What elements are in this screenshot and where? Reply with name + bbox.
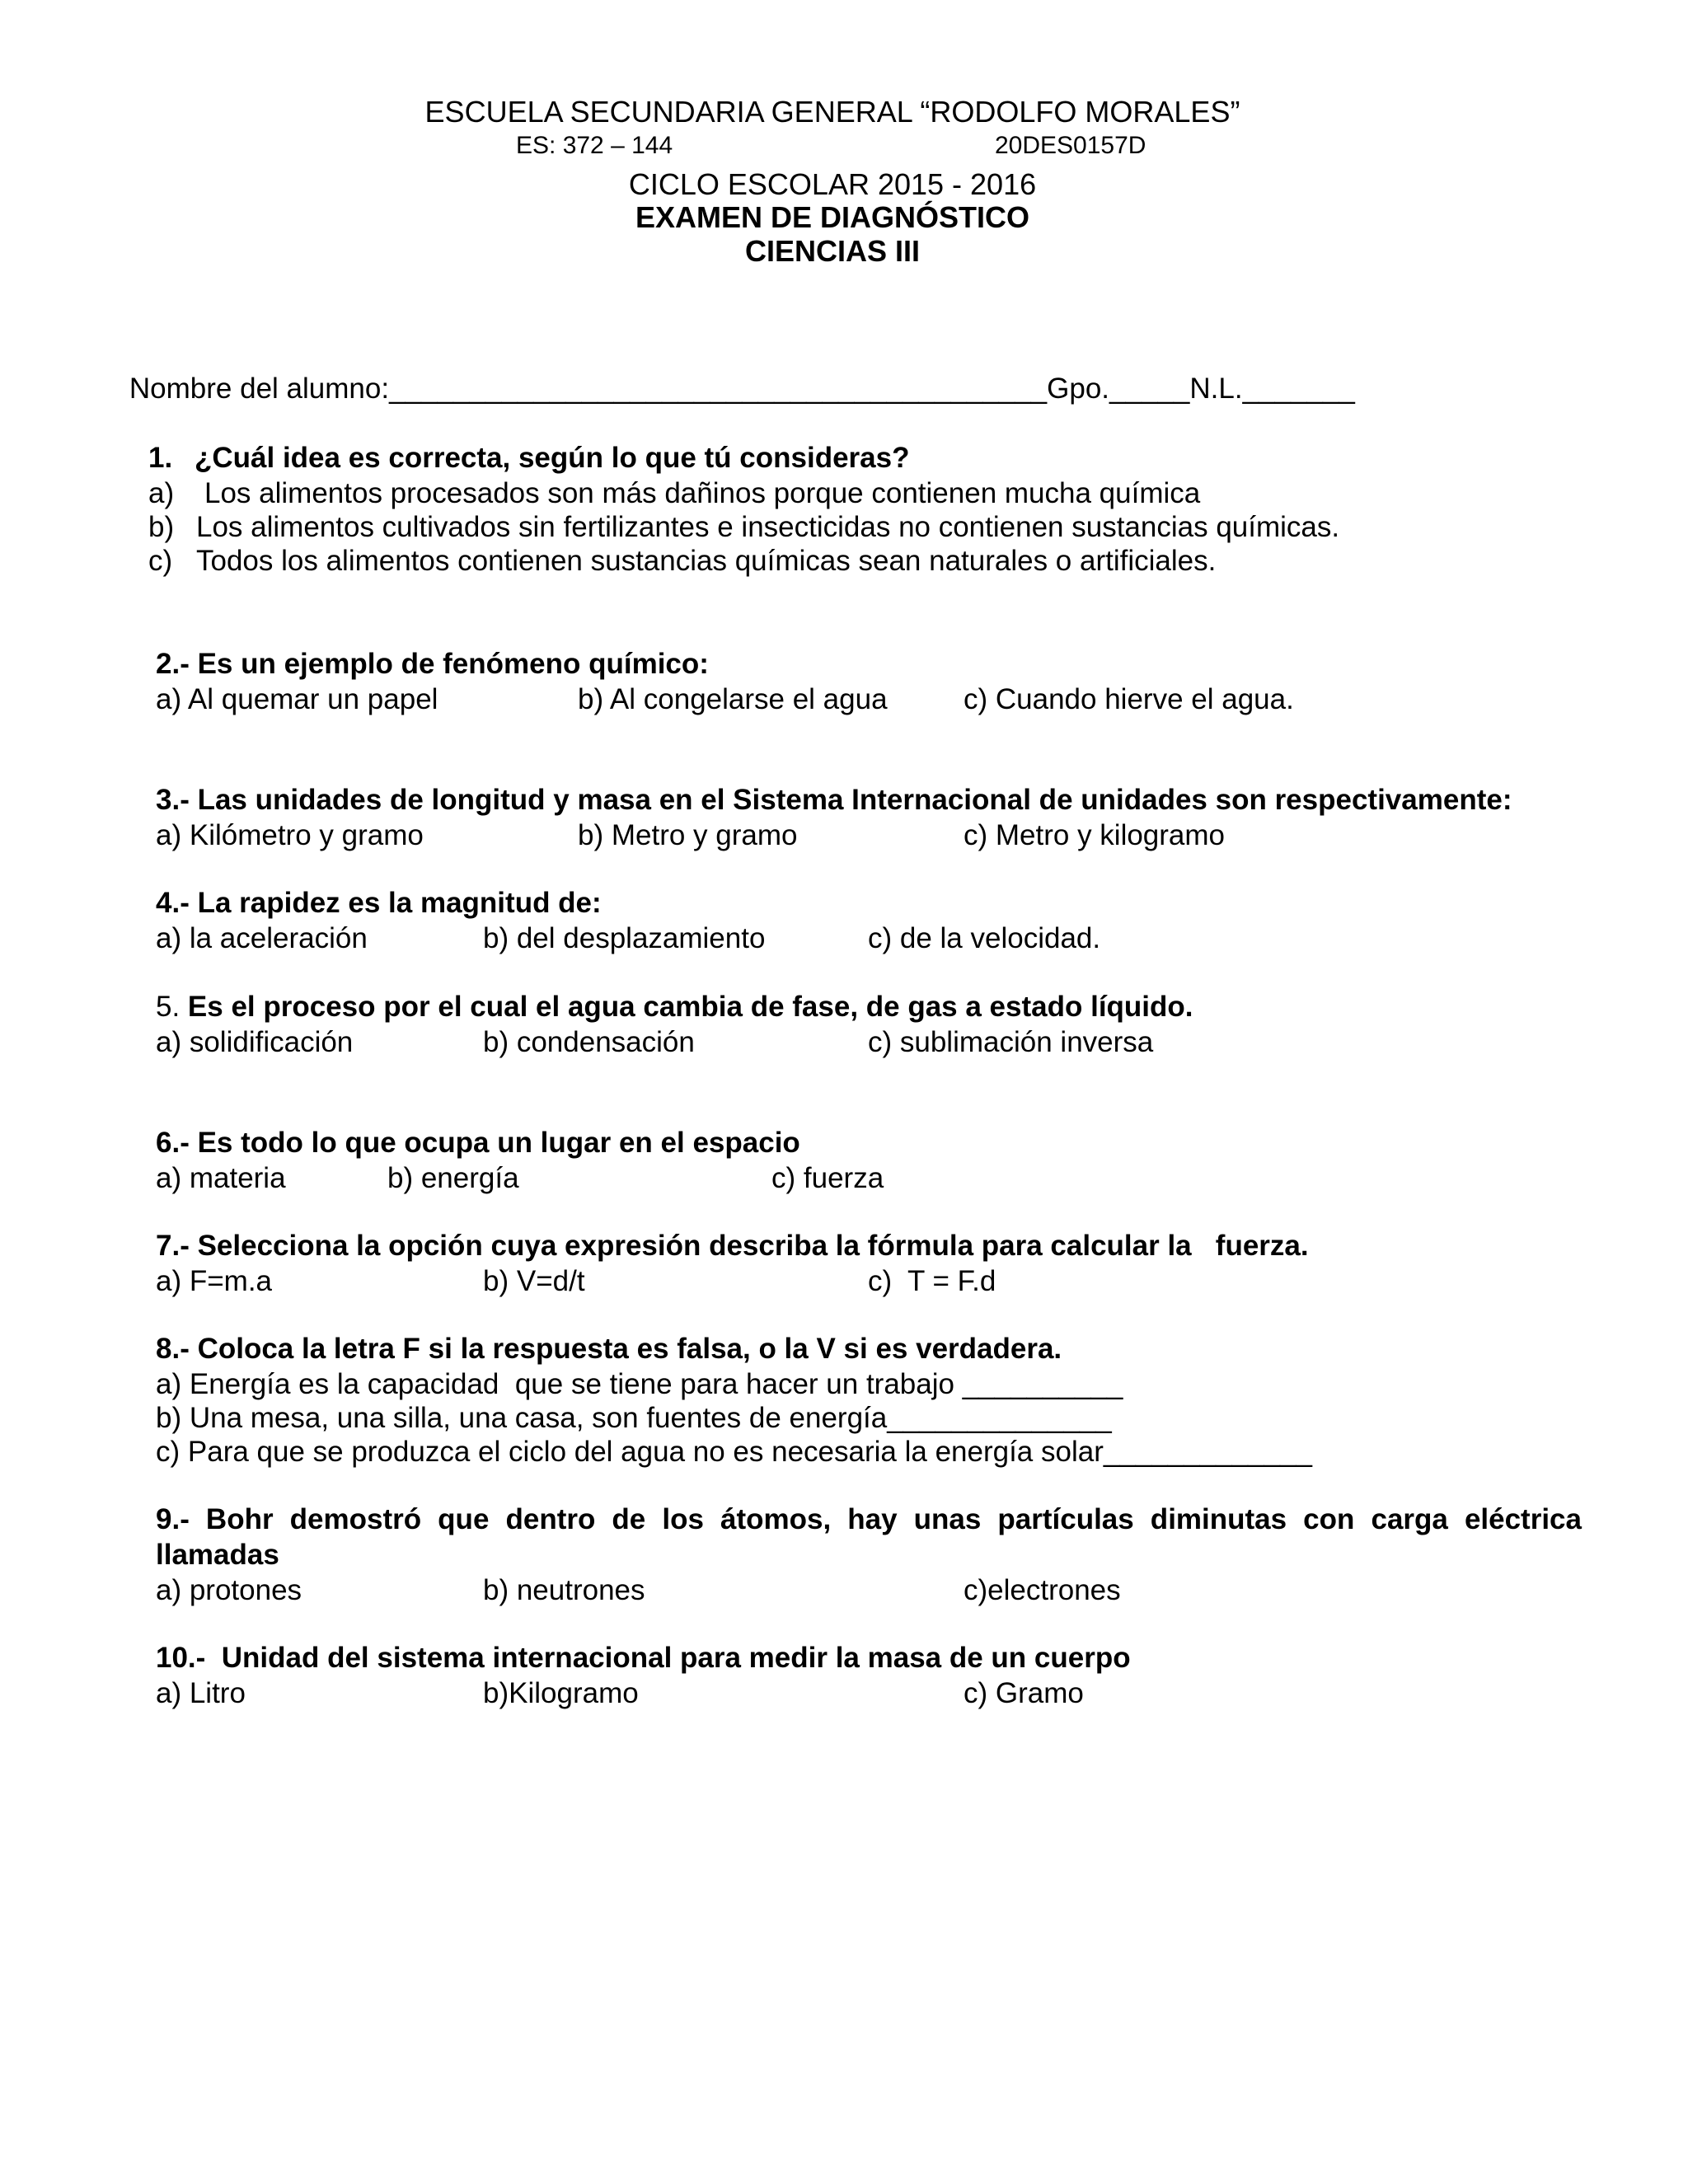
school-cct: 20DES0157D	[995, 132, 1146, 159]
question-4-option-c[interactable]: c) de la velocidad.	[868, 922, 1101, 954]
question-2-option-a[interactable]: a) Al quemar un papel	[156, 683, 438, 715]
question-5-number: 5.	[156, 991, 188, 1023]
question-1-option-c[interactable]: Todos los alimentos contienen sustancias químicas sean naturales o artificiales.	[196, 545, 1217, 577]
question-10-option-a[interactable]: a) Litro	[156, 1677, 246, 1709]
list-number-label: _N.L.	[1173, 373, 1243, 405]
question-5-option-b[interactable]: b) condensación	[483, 1026, 695, 1058]
question-10-text: 10.- Unidad del sistema internacional para medir la masa de un cuerpo	[156, 1642, 1131, 1674]
question-10-option-b[interactable]: b)Kilogramo	[483, 1677, 639, 1709]
question-10-option-c[interactable]: c) Gramo	[964, 1677, 1084, 1709]
student-name-label: Nombre del alumno:	[129, 373, 390, 405]
school-es-code: ES: 372 – 144	[516, 132, 673, 159]
question-1-option-a-letter: a)	[148, 477, 175, 509]
question-9-text-line1: 9.- Bohr demostró que dentro de los átomos, hay unas partículas diminutas con carga eléctrica	[156, 1503, 1582, 1535]
question-3-option-a[interactable]: a) Kilómetro y gramo	[156, 819, 424, 851]
question-5-text: Es el proceso por el cual el agua cambia de fase, de gas a estado líquido.	[187, 991, 1193, 1023]
question-8-statement-a[interactable]: a) Energía es la capacidad que se tiene para hacer un trabajo __________	[156, 1368, 1123, 1400]
question-6-option-c[interactable]: c) fuerza	[771, 1162, 884, 1194]
question-1-option-c-letter: c)	[148, 545, 173, 577]
question-1-option-a[interactable]: Los alimentos procesados son más dañinos porque contienen mucha química	[204, 477, 1201, 509]
question-9-option-c[interactable]: c)electrones	[964, 1574, 1121, 1606]
question-3-option-b[interactable]: b) Metro y gramo	[578, 819, 798, 851]
question-1-text: ¿Cuál idea es correcta, según lo que tú consideras?	[195, 442, 910, 474]
question-9-option-a[interactable]: a) protones	[156, 1574, 302, 1606]
question-6-option-a[interactable]: a) materia	[156, 1162, 286, 1194]
question-9-text-line2: llamadas	[156, 1539, 279, 1571]
school-cycle: CICLO ESCOLAR 2015 - 2016	[628, 167, 1037, 201]
student-info-line	[97, 345, 1355, 432]
student-name-field[interactable]: _________________________________________	[389, 373, 1048, 405]
question-6-option-b[interactable]: b) energía	[387, 1162, 519, 1194]
question-5-option-c[interactable]: c) sublimación inversa	[868, 1026, 1154, 1058]
question-1-number: 1.	[148, 442, 173, 474]
school-name: ESCUELA SECUNDARIA GENERAL “RODOLFO MORALES”	[424, 95, 1240, 129]
question-4-option-a[interactable]: a) la aceleración	[156, 922, 368, 954]
exam-subject: CIENCIAS III	[744, 234, 921, 268]
question-3-option-c[interactable]: c) Metro y kilogramo	[964, 819, 1226, 851]
question-7-text: 7.- Selecciona la opción cuya expresión describa la fórmula para calcular la fuerza.	[156, 1230, 1309, 1262]
question-2-option-c[interactable]: c) Cuando hierve el agua.	[964, 683, 1294, 715]
question-4-text: 4.- La rapidez es la magnitud de:	[156, 887, 602, 919]
question-8-statement-c[interactable]: c) Para que se produzca el ciclo del agua no es necesaria la energía solar_____________	[156, 1436, 1312, 1468]
question-5-line	[156, 992, 1193, 1021]
question-3-text: 3.- Las unidades de longitud y masa en el Sistema Internacional de unidades son respectivamente:	[156, 784, 1512, 816]
question-6-text: 6.- Es todo lo que ocupa un lugar en el espacio	[156, 1127, 800, 1159]
group-label: Gpo.	[1047, 373, 1110, 405]
question-5-option-a[interactable]: a) solidificación	[156, 1026, 354, 1058]
question-9-option-b[interactable]: b) neutrones	[483, 1574, 645, 1606]
question-7-option-c[interactable]: c) T = F.d	[868, 1265, 996, 1297]
question-1-option-b-letter: b)	[148, 511, 175, 543]
exam-title: EXAMEN DE DIAGNÓSTICO	[635, 200, 1030, 234]
group-field[interactable]: ____	[1109, 373, 1174, 405]
question-1-option-b[interactable]: Los alimentos cultivados sin fertilizantes e insecticidas no contienen sustancias químicas.	[196, 511, 1340, 543]
question-7-option-b[interactable]: b) V=d/t	[483, 1265, 585, 1297]
question-8-statement-b[interactable]: b) Una mesa, una silla, una casa, son fuentes de energía______________	[156, 1402, 1112, 1434]
question-2-option-b[interactable]: b) Al congelarse el agua	[578, 683, 888, 715]
list-number-field[interactable]: _______	[1242, 373, 1355, 405]
question-4-option-b[interactable]: b) del desplazamiento	[483, 922, 766, 954]
question-8-text: 8.- Coloca la letra F si la respuesta es falsa, o la V si es verdadera.	[156, 1333, 1062, 1365]
question-2-text: 2.- Es un ejemplo de fenómeno químico:	[156, 648, 709, 680]
question-7-option-a[interactable]: a) F=m.a	[156, 1265, 273, 1297]
